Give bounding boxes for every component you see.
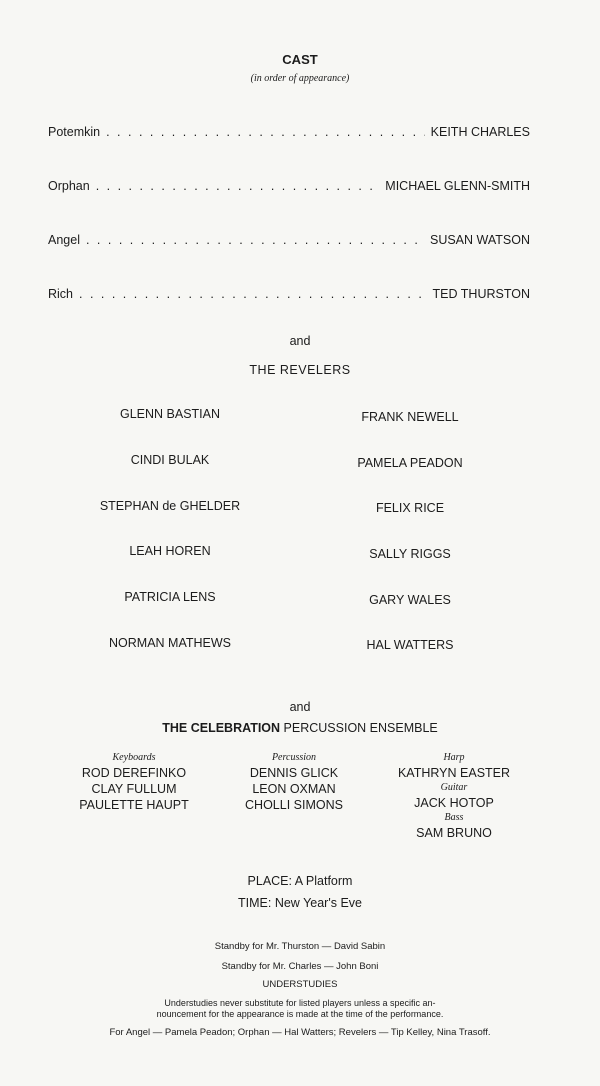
role-name: Potemkin (48, 125, 101, 139)
percussion-column (204, 751, 384, 813)
musician-name: JACK HOTOP (414, 796, 494, 810)
reveler-name: PATRICIA LENS (124, 590, 216, 604)
instrument-label: Harp (443, 752, 465, 763)
reveler-name: HAL WATTERS (366, 638, 454, 652)
reveler-name: PAMELA PEADON (357, 456, 463, 470)
standby-line: Standby for Mr. Charles — John Boni (221, 961, 379, 972)
place-line: PLACE: A Platform (247, 874, 353, 888)
musician-name: DENNIS GLICK (249, 766, 339, 780)
instrument-label: Bass (444, 812, 464, 823)
musician-name: CHOLLI SIMONS (245, 798, 343, 812)
understudy-notice-line: Understudies never substitute for listed players unless a specific an- (164, 998, 436, 1008)
keyboards-column (44, 751, 224, 813)
actor-name: SUSAN WATSON (429, 233, 530, 247)
reveler-name: STEPHAN de GHELDER (99, 499, 241, 513)
musician-name: KATHRYN EASTER (397, 766, 511, 780)
dot-leader (86, 233, 424, 247)
and-label: and (289, 700, 311, 714)
reveler-name: CINDI BULAK (130, 453, 210, 467)
instrument-label: Percussion (271, 752, 317, 763)
instrument-label: Guitar (440, 782, 468, 793)
musician-name: SAM BRUNO (416, 826, 492, 840)
strings-column (364, 751, 544, 841)
actor-name: KEITH CHARLES (430, 125, 530, 139)
reveler-name: GLENN BASTIAN (119, 407, 221, 421)
musician-name: PAULETTE HAUPT (79, 798, 189, 812)
role-name: Rich (48, 287, 74, 301)
musician-name: CLAY FULLUM (91, 782, 177, 796)
reveler-name: GARY WALES (369, 593, 451, 607)
cast-subtitle: (in order of appearance) (250, 73, 350, 84)
instrument-label: Keyboards (112, 752, 156, 763)
reveler-name: SALLY RIGGS (369, 547, 451, 561)
role-row-potemkin (48, 125, 530, 139)
understudy-notice-line: nouncement for the appearance is made at the time of the performance. (156, 1009, 444, 1019)
role-name: Orphan (48, 179, 90, 193)
role-row-angel (48, 233, 530, 247)
understudies-heading: UNDERSTUDIES (262, 979, 338, 990)
musician-name: LEON OXMAN (252, 782, 336, 796)
ensemble-heading (0, 721, 600, 735)
and-label: and (289, 334, 311, 348)
ensemble-heading-suffix: PERCUSSION ENSEMBLE (283, 721, 438, 735)
role-name: Angel (48, 233, 80, 247)
role-row-rich (48, 287, 530, 301)
actor-name: MICHAEL GLENN-SMITH (385, 179, 530, 193)
role-row-orphan (48, 179, 530, 193)
reveler-name: FELIX RICE (375, 501, 445, 515)
reveler-name: FRANK NEWELL (361, 410, 459, 424)
time-line: TIME: New Year's Eve (238, 896, 362, 910)
reveler-name: LEAH HOREN (129, 544, 211, 558)
dot-leader (79, 287, 427, 301)
dot-leader (96, 179, 380, 193)
understudy-assignments: For Angel — Pamela Peadon; Orphan — Hal Watters; Revelers — Tip Kelley, Nina Trasoff. (109, 1027, 491, 1038)
ensemble-heading-prefix: THE CELEBRATION (162, 721, 281, 735)
reveler-name: NORMAN MATHEWS (109, 636, 231, 650)
standby-line: Standby for Mr. Thurston — David Sabin (214, 941, 386, 952)
dot-leader (106, 125, 425, 139)
musician-name: ROD DEREFINKO (81, 766, 187, 780)
actor-name: TED THURSTON (432, 287, 530, 301)
revelers-heading: THE REVELERS (249, 363, 351, 377)
cast-title: CAST (282, 52, 318, 67)
